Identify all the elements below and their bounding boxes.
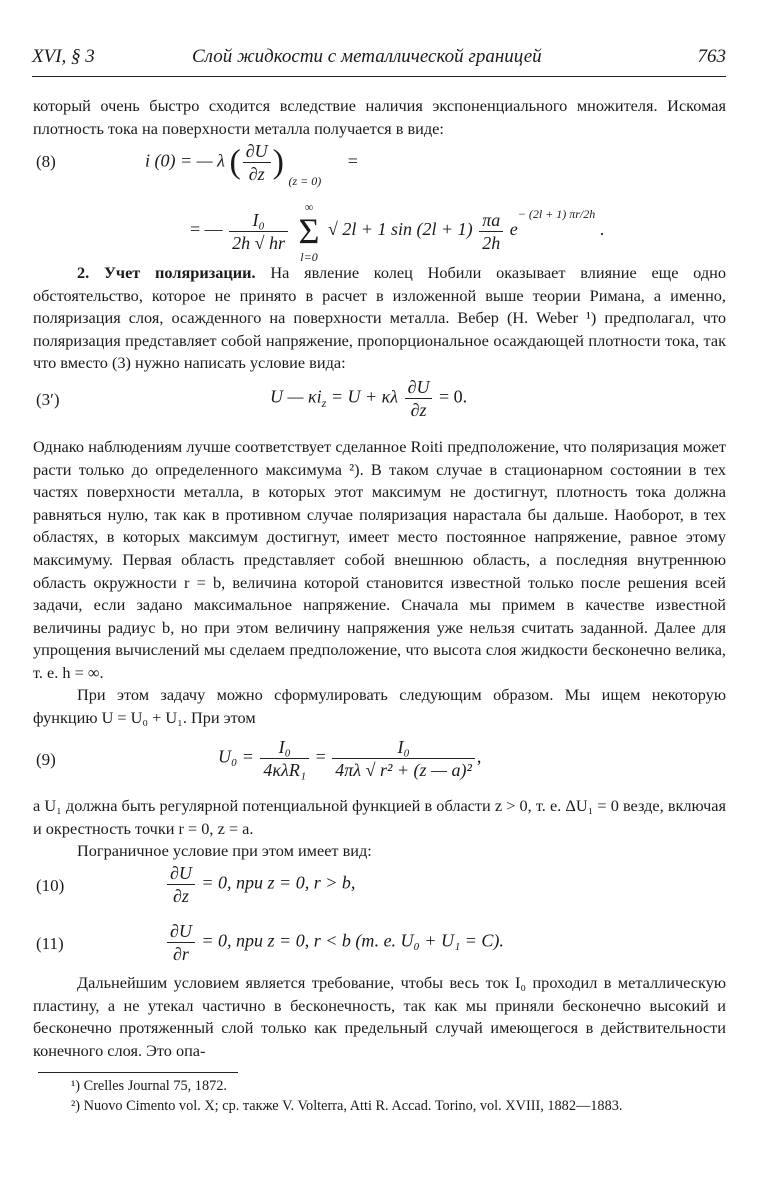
eq8-partial-den: ∂z [248, 164, 265, 184]
equation-9-number: (9) [36, 750, 56, 769]
eq8-sum-bottom: l=0 [300, 250, 318, 264]
section-label: XVI, § 3 [32, 46, 95, 67]
eq8-coef-frac [229, 209, 288, 254]
eq8-line2-start: = — [190, 219, 223, 240]
paragraph-2 [33, 262, 726, 375]
eq10-rest: = 0, при z = 0, r > b, [201, 872, 356, 893]
eq10-frac [167, 862, 195, 907]
eq8-left-paren: ( [229, 143, 241, 181]
eq8-sum [299, 198, 320, 264]
eq8-exp-power: − (2l + 1) πr/2h [517, 207, 596, 222]
eq3p-left-sub: z [321, 396, 327, 411]
eq9-frac-2 [332, 736, 475, 781]
eq8-coef-num: I₀ [229, 209, 288, 232]
eq9-f1-num: I₀ [260, 736, 309, 759]
chapter-title: Слой жидкости с металлической границей [192, 46, 542, 67]
eq8-arg-den: 2h [482, 232, 501, 253]
eq8-arg-num: πa [479, 209, 503, 232]
eq3p-frac [405, 376, 433, 421]
equation-3prime [270, 376, 467, 421]
paragraph-2-body: На явление колец Нобили оказывает влияние еще одно обстоятельство, которое не принято в расчет в изложенной выше теории Римана, а именно, поляризация слоя, осажденного на поверхности металла. Вебер (H. Weber ¹) предполагал, что поляризация представляет собой напряжение, пропорциональное осаждающей плотности тока, так что вместо (3) нужно написать условие вида: [33, 263, 726, 373]
section-heading: 2. Учет поляризации. [77, 263, 256, 282]
equation-11-number: (11) [36, 934, 64, 953]
paragraph-7: Дальнейшим условием является требование, чтобы весь ток I₀ проходил в металлическую пластину, а не утекал частично в бесконечность, так как мы приняли бесконечно высокий и бесконечно протяженный слой только как предельный случай имеющегося в действительности конечного слоя. Это опа- [33, 973, 726, 1060]
equation-8-line-2 [190, 198, 604, 264]
eq9-f1-den: 4κλR₁ [263, 760, 307, 780]
equation-10 [165, 862, 355, 907]
equation-11 [165, 920, 504, 965]
header-rule [32, 76, 726, 77]
eq8-sum-top: ∞ [304, 200, 314, 214]
eq10-frac-den: ∂z [173, 886, 189, 906]
eq9-tail: , [476, 746, 482, 767]
eq8-exp-base: e [509, 219, 518, 240]
eq8-partial-frac [243, 140, 271, 185]
running-head [32, 42, 726, 70]
paragraph-6: Пограничное условие при этом имеет вид: [77, 841, 372, 860]
eq9-frac-1 [260, 736, 309, 781]
eq11-rest: = 0, при z = 0, r < b (т. е. U₀ + U₁ = C). [201, 930, 504, 951]
eq8-right-paren: ) [272, 143, 284, 181]
page-number: 763 [697, 46, 726, 67]
eq9-lhs: U₀ = [218, 746, 254, 767]
eq9-equals: = [315, 746, 326, 767]
eq8-subscript: (z = 0) [288, 173, 322, 188]
eq3p-mid: = U + κλ [330, 386, 399, 407]
eq11-frac [167, 920, 195, 965]
equation-8-line-1 [145, 140, 358, 188]
eq8-arg-frac [479, 209, 503, 254]
eq8-partial-num: ∂U [243, 140, 271, 163]
equation-8-number: (8) [36, 152, 56, 171]
eq3p-right: = 0. [438, 386, 468, 407]
eq3p-frac-num: ∂U [405, 376, 433, 399]
eq3p-frac-den: ∂z [410, 400, 427, 420]
eq8-lhs: i (0) = — λ [145, 150, 225, 171]
eq8-equals: = [347, 150, 358, 171]
eq11-frac-num: ∂U [167, 920, 195, 943]
paragraph-5: а U₁ должна быть регулярной потенциальной функцией в области z > 0, т. е. ΔU₁ = 0 везде, включая и окрестность точки r = 0, z = a. [33, 796, 726, 838]
eq8-tail: . [599, 219, 605, 240]
eq10-frac-num: ∂U [167, 862, 195, 885]
footnote-rule [38, 1072, 238, 1073]
eq8-coef-den: 2h √ hr [232, 232, 286, 253]
eq3p-left: U — κi [270, 386, 322, 407]
paragraph-3: Однако наблюдениям лучше соответствует сделанное Roiti предположение, что поляризация может расти только до определенного максимума ²). В таком случае в стационарном состоянии в тех частях поверхности металла, в которых этот максимум не достигнут, плотность тока должна равняться нулю, так как в противном случае поляризация нарастала бы дальше. Наоборот, в тех областях, в которых максимум достигнут, имеет место постоянное напряжение, равное этому максимуму. Первая область представляет собой внешнюю область, а последняя внутреннюю область окружности r = b, величина которой становится известной только после решения всей задачи, если задано максимальное напряжение. Сначала мы примем в качестве известной величины радиус b, но при этом величину напряжения уже нельзя считать заданной. Далее для упрощения вычислений мы сделаем предположение, что высота слоя жидкости бесконечно велика, т. е. h = ∞. [33, 437, 726, 682]
eq9-f2-num: I₀ [332, 736, 475, 759]
equation-9 [218, 736, 481, 781]
sum-sign-icon: Σ [298, 211, 320, 251]
eq8-sin: sin (2l + 1) [391, 219, 473, 240]
footnote-2: ²) Nuovo Cimento vol. X; ср. также V. Volterra, Atti R. Accad. Torino, vol. XVIII, 1882—1883. [71, 1098, 623, 1114]
paragraph-4: При этом задачу можно сформулировать следующим образом. Мы ищем некоторую функцию U = U₀ + U₁. При этом [33, 685, 726, 727]
paragraph-1: который очень быстро сходится вследствие наличия экспоненциального множителя. Искомая плотность тока на поверхности металла получается в виде: [33, 96, 726, 138]
footnote-1: ¹) Crelles Journal 75, 1872. [71, 1078, 227, 1094]
eq9-f2-den: 4πλ √ r² + (z — a)² [335, 760, 472, 780]
eq11-frac-den: ∂r [173, 944, 189, 964]
eq8-root: √ 2l + 1 [328, 219, 387, 240]
equation-10-number: (10) [36, 876, 65, 895]
equation-3prime-number: (3′) [36, 390, 60, 409]
